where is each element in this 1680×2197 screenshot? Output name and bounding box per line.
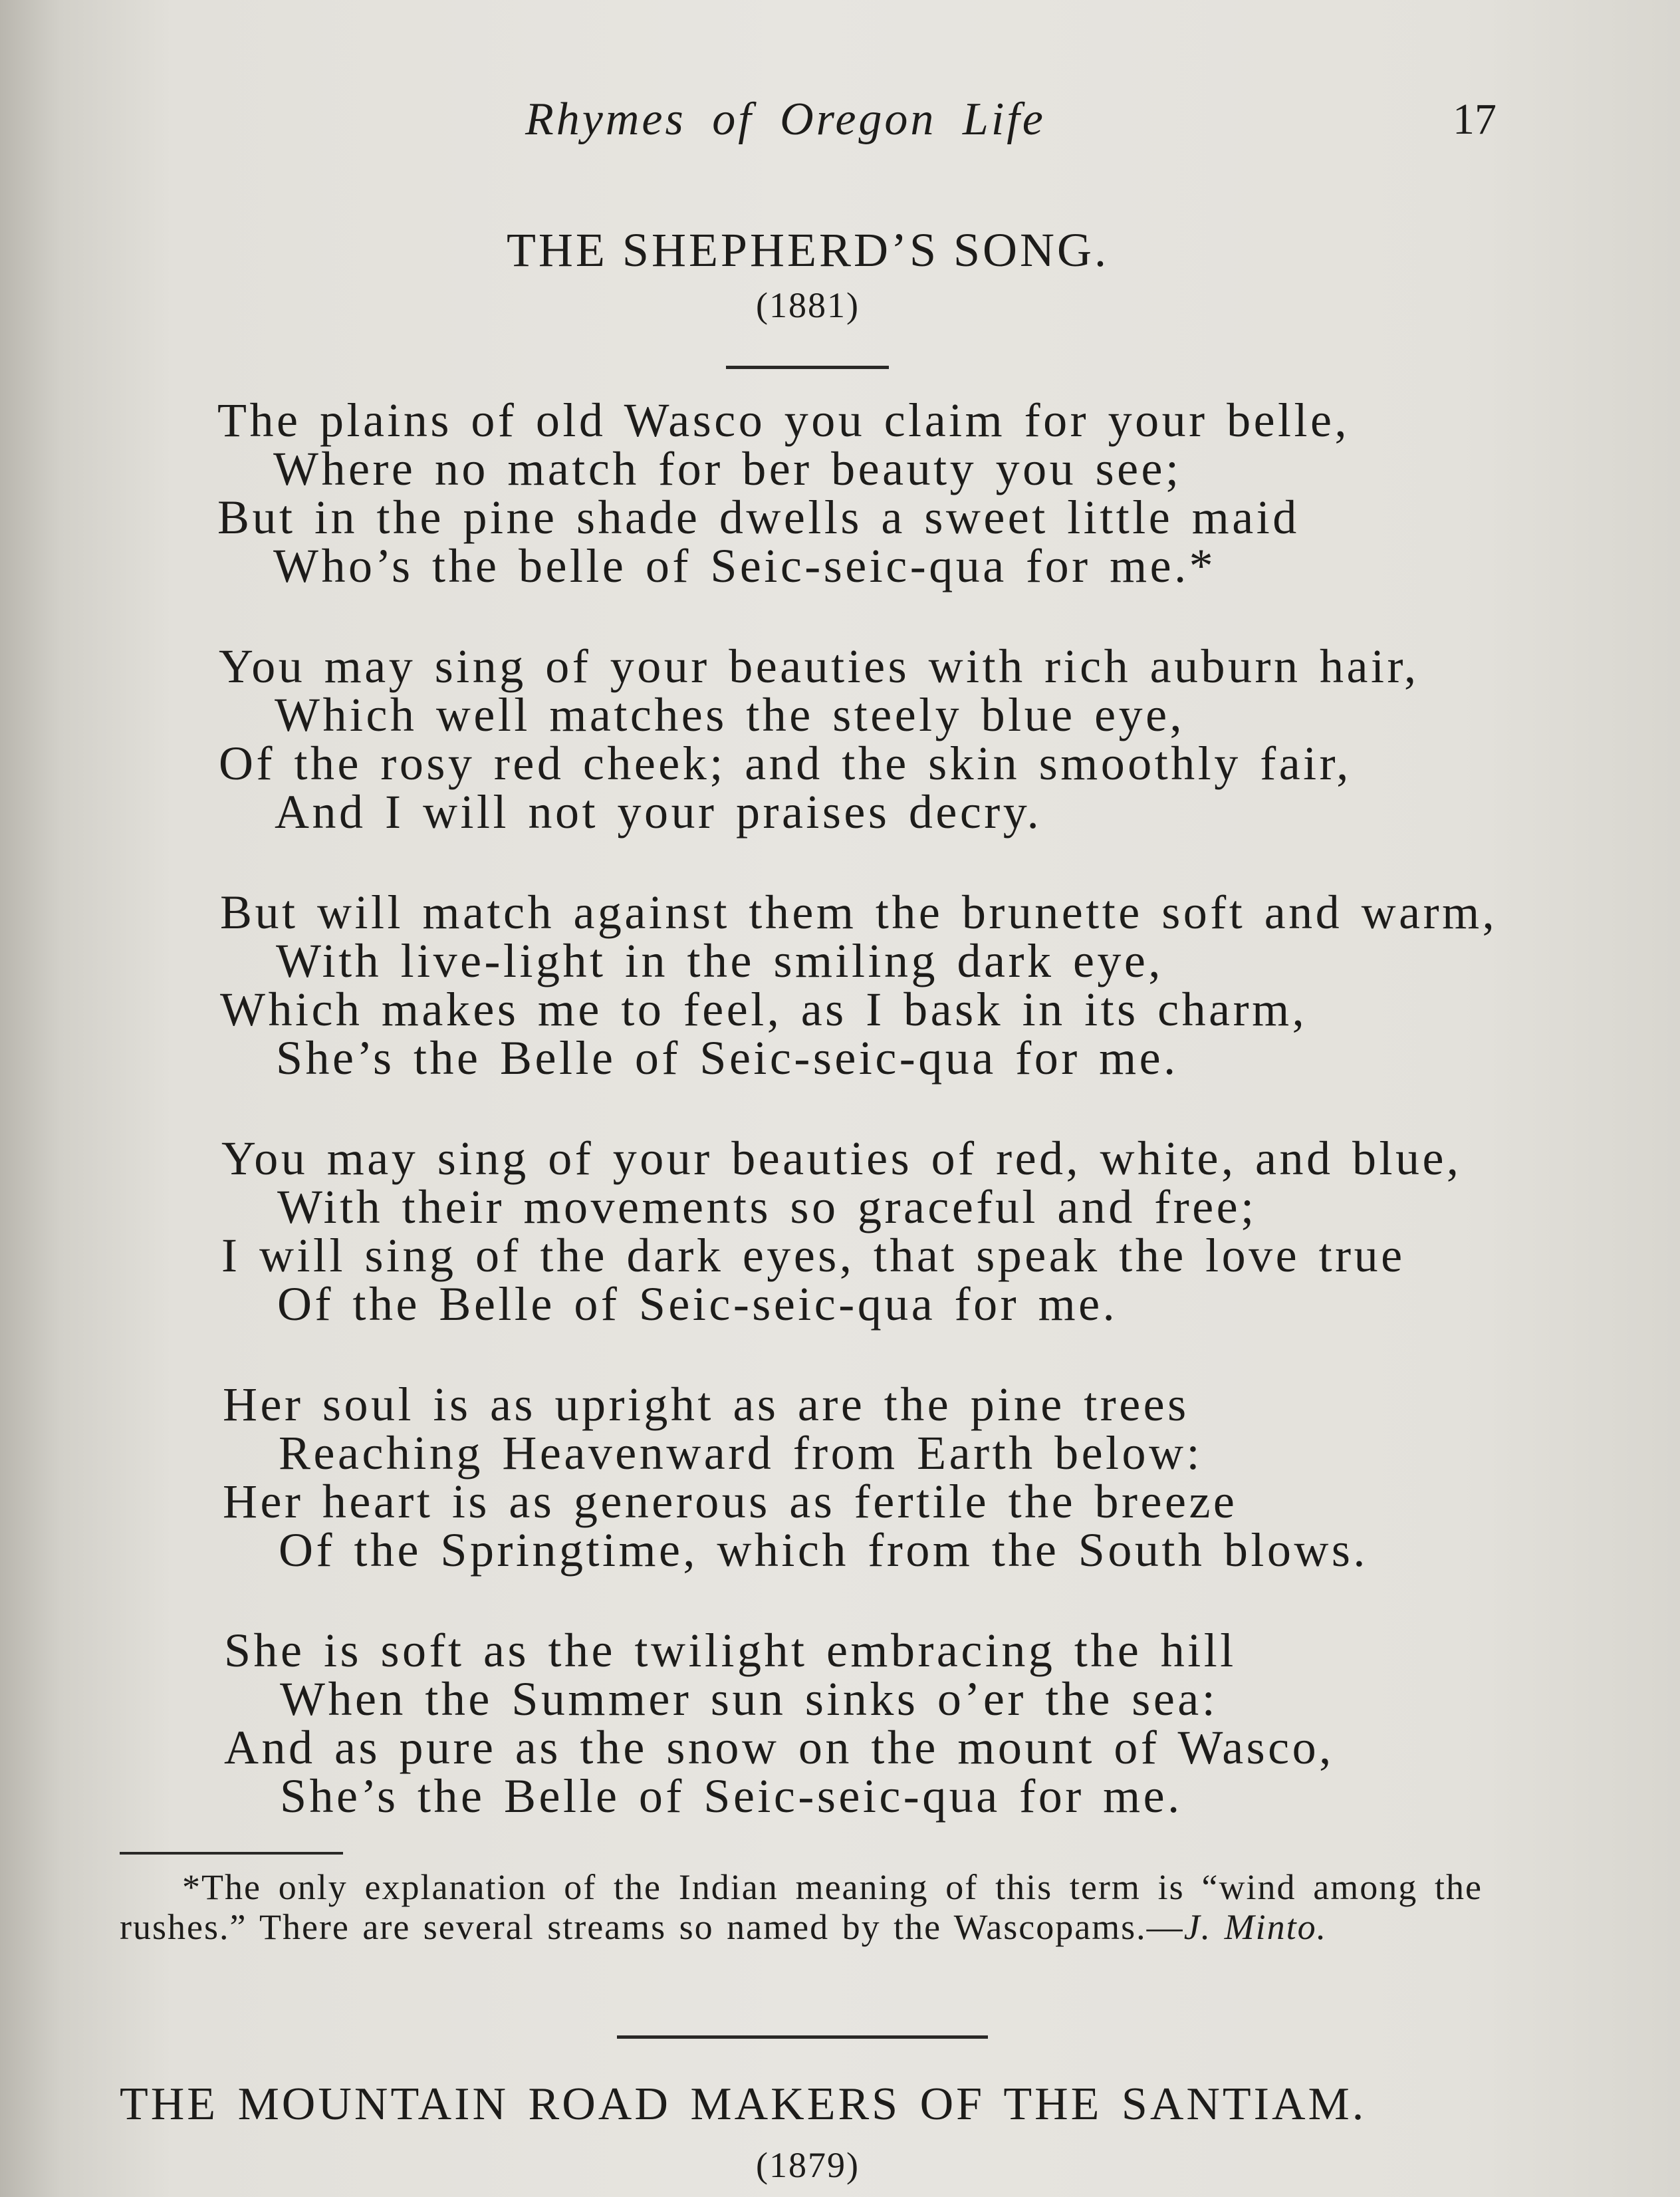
poem-line: The plains of old Wasco you claim for your belle, xyxy=(217,394,1350,447)
footnote-divider xyxy=(120,1852,343,1855)
poem-line: Her heart is as generous as fertile the breeze xyxy=(223,1475,1238,1528)
section-divider xyxy=(617,2035,988,2039)
page-number: 17 xyxy=(1453,95,1497,144)
poem-line-indented: She’s the Belle of Seic-seic-qua for me. xyxy=(280,1769,1183,1823)
poem-line-indented: When the Summer sun sinks o’er the sea: xyxy=(280,1672,1219,1726)
poem-line: You may sing of your beauties of red, white, and blue, xyxy=(221,1132,1462,1185)
poem-line: Of the rosy red cheek; and the skin smoothly fair, xyxy=(219,737,1352,790)
footnote-text: *The only explanation of the Indian meaning of this term is “wind among the rushes.” There are several streams so named by the Wascopams.— xyxy=(120,1867,1483,1947)
poem-line-indented: Of the Springtime, which from the South blows. xyxy=(279,1523,1368,1577)
poem-line-indented: Who’s the belle of Seic-seic-qua for me.* xyxy=(273,539,1217,592)
poem-line: I will sing of the dark eyes, that speak the love true xyxy=(221,1229,1405,1282)
next-poem-year: (1879) xyxy=(756,2145,860,2185)
next-poem-title: THE MOUNTAIN ROAD MAKERS OF THE SANTIAM. xyxy=(120,2079,1367,2130)
running-title: Rhymes of Oregon Life xyxy=(525,94,1046,145)
poem-year: (1881) xyxy=(756,285,860,325)
poem-line-indented: Where no match for ber beauty you see; xyxy=(273,442,1182,495)
poem-line-indented: With live-light in the smiling dark eye, xyxy=(276,934,1163,987)
poem-title: THE SHEPHERD’S SONG. xyxy=(506,223,1110,277)
footnote xyxy=(120,1867,1483,1947)
poem-line-indented: She’s the Belle of Seic-seic-qua for me. xyxy=(276,1031,1179,1085)
title-divider xyxy=(726,366,889,369)
poem-line: Which makes me to feel, as I bask in its charm, xyxy=(220,983,1308,1036)
poem-line: But will match against them the brunette soft and warm, xyxy=(220,886,1498,939)
poem-line-indented: Reaching Heavenward from Earth below: xyxy=(279,1426,1203,1480)
poem-line-indented: Which well matches the steely blue eye, xyxy=(275,688,1185,741)
poem-line: She is soft as the twilight embracing the hill xyxy=(224,1624,1237,1677)
poem-line: Her soul is as upright as are the pine trees xyxy=(223,1378,1189,1431)
poem-line: You may sing of your beauties with rich auburn hair, xyxy=(219,640,1419,693)
poem-line: But in the pine shade dwells a sweet little maid xyxy=(217,491,1300,544)
poem-line-indented: With their movements so graceful and free; xyxy=(277,1180,1257,1233)
poem-line-indented: And I will not your praises decry. xyxy=(275,785,1042,839)
poem-line: And as pure as the snow on the mount of Wasco, xyxy=(224,1721,1334,1774)
poem-line-indented: Of the Belle of Seic-seic-qua for me. xyxy=(277,1277,1118,1331)
footnote-author: J. Minto. xyxy=(1183,1907,1328,1947)
